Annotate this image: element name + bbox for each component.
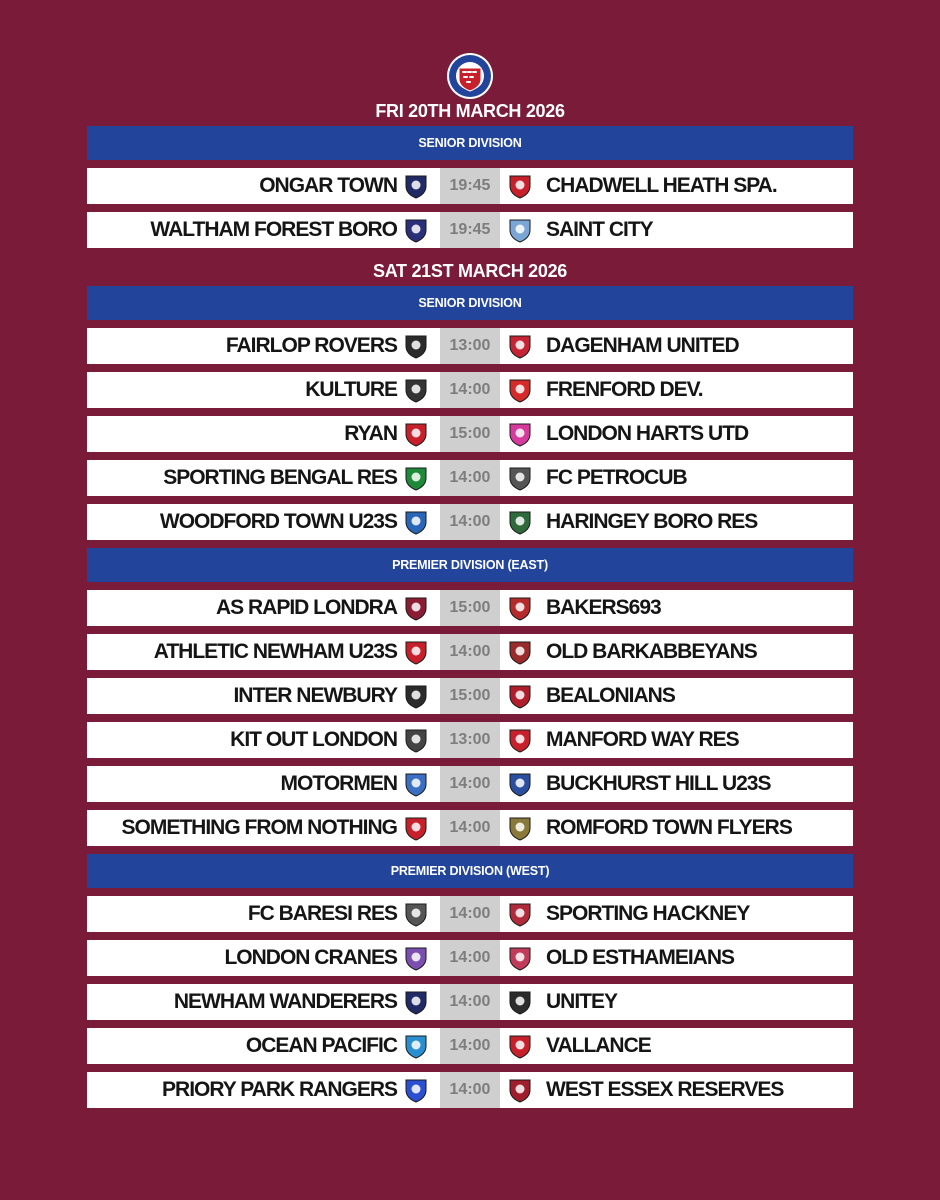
away-team-crest-icon (507, 683, 533, 709)
home-team-crest-icon (403, 989, 429, 1015)
division-header: SENIOR DIVISION (87, 126, 853, 160)
away-team-crest-icon (507, 901, 533, 927)
away-team: SAINT CITY (546, 218, 653, 241)
fixture-row (87, 328, 853, 364)
home-team-crest-icon (403, 815, 429, 841)
home-team-crest-icon (403, 727, 429, 753)
home-team: FAIRLOP ROVERS (225, 334, 397, 357)
home-team: ATHLETIC NEWHAM U23S (153, 640, 397, 663)
home-team-crest-icon (403, 509, 429, 535)
away-team: BAKERS693 (546, 596, 661, 619)
kickoff-time: 14:00 (440, 766, 500, 802)
home-team-crest-icon (403, 639, 429, 665)
kickoff-time: 15:00 (440, 678, 500, 714)
match-day (87, 96, 853, 248)
away-team-crest-icon (507, 173, 533, 199)
home-team: KULTURE (305, 378, 397, 401)
away-team-crest-icon (507, 377, 533, 403)
home-team-crest-icon (403, 683, 429, 709)
away-team-crest-icon (507, 333, 533, 359)
away-team: FC PETROCUB (546, 466, 687, 489)
home-team: FC BARESI RES (247, 902, 397, 925)
kickoff-time: 19:45 (440, 212, 500, 248)
away-team: BEALONIANS (546, 684, 675, 707)
fixture-row (87, 168, 853, 204)
away-team: OLD BARKABBEYANS (546, 640, 757, 663)
home-team-crest-icon (403, 173, 429, 199)
fixture-row (87, 504, 853, 540)
away-team-crest-icon (507, 815, 533, 841)
kickoff-time: 14:00 (440, 984, 500, 1020)
home-team-crest-icon (403, 217, 429, 243)
kickoff-time: 14:00 (440, 460, 500, 496)
home-team: MOTORMEN (280, 772, 397, 795)
home-team-crest-icon (403, 771, 429, 797)
home-team-crest-icon (403, 377, 429, 403)
fixture-row (87, 212, 853, 248)
home-team-crest-icon (403, 1077, 429, 1103)
away-team-crest-icon (507, 989, 533, 1015)
fixture-row (87, 722, 853, 758)
away-team: LONDON HARTS UTD (546, 422, 749, 445)
fixture-row (87, 810, 853, 846)
away-team-crest-icon (507, 595, 533, 621)
home-team-crest-icon (403, 595, 429, 621)
fixture-row (87, 1072, 853, 1108)
home-team: PRIORY PARK RANGERS (162, 1078, 397, 1101)
home-team: AS RAPID LONDRA (215, 596, 397, 619)
away-team-crest-icon (507, 1077, 533, 1103)
away-team-crest-icon (507, 217, 533, 243)
away-team: UNITEY (546, 990, 618, 1013)
kickoff-time: 14:00 (440, 372, 500, 408)
home-team-crest-icon (403, 333, 429, 359)
home-team: NEWHAM WANDERERS (173, 990, 397, 1013)
home-team-crest-icon (403, 945, 429, 971)
division-header: PREMIER DIVISION (WEST) (87, 854, 853, 888)
fixture-row (87, 766, 853, 802)
away-team-crest-icon (507, 771, 533, 797)
match-date: SAT 21ST MARCH 2026 (372, 261, 568, 281)
home-team-crest-icon (403, 421, 429, 447)
away-team-crest-icon (507, 727, 533, 753)
fixture-row (87, 372, 853, 408)
kickoff-time: 14:00 (440, 1072, 500, 1108)
away-team-crest-icon (507, 1033, 533, 1059)
kickoff-time: 15:00 (440, 416, 500, 452)
division-header: PREMIER DIVISION (EAST) (87, 548, 853, 582)
home-team: INTER NEWBURY (233, 684, 397, 707)
away-team: OLD ESTHAMEIANS (546, 946, 735, 969)
fixture-row (87, 460, 853, 496)
kickoff-time: 15:00 (440, 590, 500, 626)
kickoff-time: 13:00 (440, 328, 500, 364)
away-team: HARINGEY BORO RES (546, 510, 758, 533)
match-day (87, 256, 853, 1108)
home-team: ONGAR TOWN (259, 174, 397, 197)
home-team: WOODFORD TOWN U23S (159, 510, 397, 533)
fixture-row (87, 678, 853, 714)
kickoff-time: 14:00 (440, 1028, 500, 1064)
home-team: SPORTING BENGAL RES (163, 466, 397, 489)
away-team: BUCKHURST HILL U23S (546, 772, 771, 795)
home-team: WALTHAM FOREST BORO (150, 218, 397, 241)
away-team: WEST ESSEX RESERVES (546, 1078, 784, 1101)
away-team: ROMFORD TOWN FLYERS (546, 816, 792, 839)
league-logo-icon (446, 52, 494, 100)
away-team-crest-icon (507, 465, 533, 491)
kickoff-time: 13:00 (440, 722, 500, 758)
kickoff-time: 14:00 (440, 504, 500, 540)
match-date: FRI 20TH MARCH 2026 (375, 101, 565, 121)
away-team: VALLANCE (546, 1034, 651, 1057)
fixture-row (87, 984, 853, 1020)
home-team: SOMETHING FROM NOTHING (121, 816, 397, 839)
kickoff-time: 14:00 (440, 940, 500, 976)
away-team: CHADWELL HEATH SPA. (546, 174, 777, 197)
away-team: MANFORD WAY RES (546, 728, 739, 751)
kickoff-time: 14:00 (440, 634, 500, 670)
away-team-crest-icon (507, 421, 533, 447)
fixture-row (87, 634, 853, 670)
home-team-crest-icon (403, 901, 429, 927)
fixture-row (87, 416, 853, 452)
fixture-row (87, 940, 853, 976)
home-team: OCEAN PACIFIC (245, 1034, 397, 1057)
fixture-row (87, 896, 853, 932)
fixture-row (87, 590, 853, 626)
home-team-crest-icon (403, 465, 429, 491)
kickoff-time: 14:00 (440, 896, 500, 932)
home-team: LONDON CRANES (224, 946, 397, 969)
division-header: SENIOR DIVISION (87, 286, 853, 320)
away-team-crest-icon (507, 509, 533, 535)
home-team: RYAN (344, 422, 397, 445)
away-team-crest-icon (507, 639, 533, 665)
home-team: KIT OUT LONDON (230, 728, 397, 751)
kickoff-time: 19:45 (440, 168, 500, 204)
fixture-row (87, 1028, 853, 1064)
away-team: DAGENHAM UNITED (546, 334, 739, 357)
away-team-crest-icon (507, 945, 533, 971)
home-team-crest-icon (403, 1033, 429, 1059)
kickoff-time: 14:00 (440, 810, 500, 846)
away-team: SPORTING HACKNEY (546, 902, 750, 925)
fixtures-list (87, 96, 853, 1116)
away-team: FRENFORD DEV. (546, 378, 703, 401)
